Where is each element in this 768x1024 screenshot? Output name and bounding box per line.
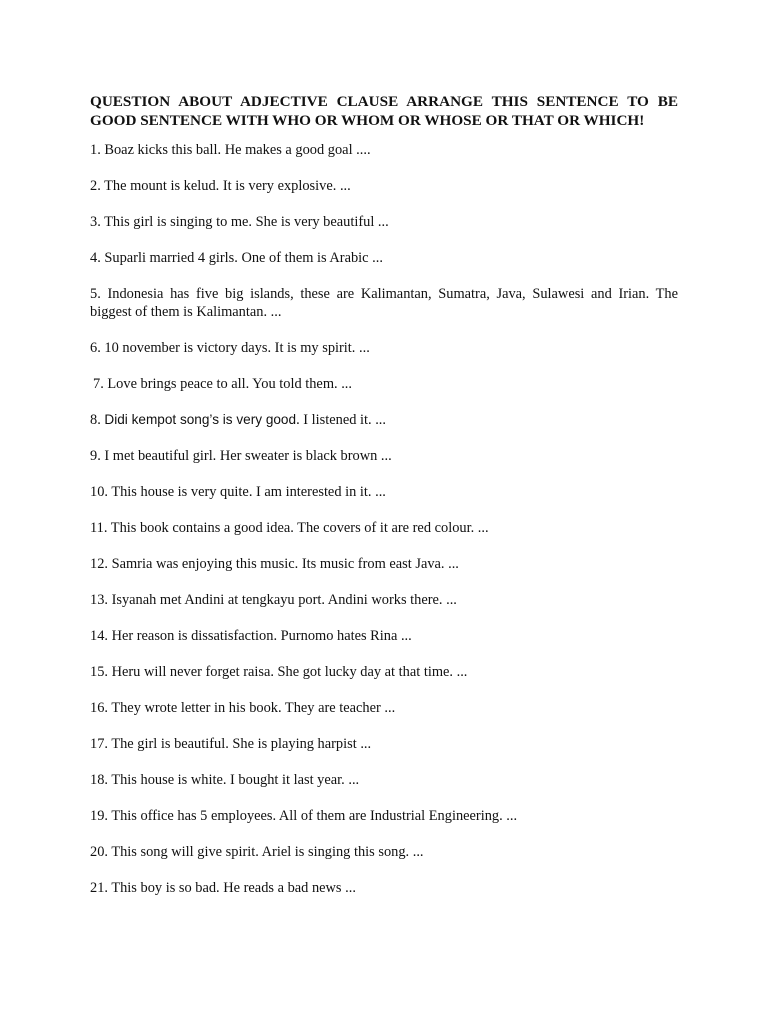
question-item-15: 15. Heru will never forget raisa. She got lucky day at that time. ... [90,664,468,680]
question-item-21: 21. This boy is so bad. He reads a bad news ... [90,880,356,896]
question-item-5-line-1: 5. Indonesia has five big islands, these are Kalimantan, Sumatra, Java, Sulawesi and Irian. The [90,286,678,302]
question-item-6: 6. 10 november is victory days. It is my spirit. ... [90,340,370,356]
question-item-20: 20. This song will give spirit. Ariel is singing this song. ... [90,844,424,860]
question-item-3: 3. This girl is singing to me. She is very beautiful ... [90,214,389,230]
question-item-8-rest: . I listened it. ... [296,412,386,428]
document-page [90,92,678,915]
title-line-2: GOOD SENTENCE WITH WHO OR WHOM OR WHOSE OR THAT OR WHICH! [90,112,645,129]
question-item-7: 7. Love brings peace to all. You told them. ... [93,376,352,392]
question-item-10: 10. This house is very quite. I am interested in it. ... [90,484,386,500]
question-list [90,141,678,897]
question-item-1: 1. Boaz kicks this ball. He makes a good goal .... [90,142,371,158]
question-item-17: 17. The girl is beautiful. She is playing harpist ... [90,736,372,752]
document-title [90,92,678,130]
question-item-8 [90,411,678,429]
title-line-1: QUESTION ABOUT ADJECTIVE CLAUSE ARRANGE THIS SENTENCE TO BE [90,93,678,110]
question-item-16: 16. They wrote letter in his book. They are teacher ... [90,700,396,716]
question-item-2: 2. The mount is kelud. It is very explosive. ... [90,178,351,194]
question-item-18: 18. This house is white. I bought it last year. ... [90,772,360,788]
question-item-14: 14. Her reason is dissatisfaction. Purnomo hates Rina ... [90,628,412,644]
question-item-11: 11. This book contains a good idea. The covers of it are red colour. ... [90,520,489,536]
question-item-5 [90,285,678,321]
question-item-12: 12. Samria was enjoying this music. Its music from east Java. ... [90,556,459,572]
question-item-9: 9. I met beautiful girl. Her sweater is black brown ... [90,448,392,464]
question-item-19: 19. This office has 5 employees. All of them are Industrial Engineering. ... [90,808,518,824]
question-item-5-line-2: biggest of them is Kalimantan. ... [90,304,282,320]
question-item-13: 13. Isyanah met Andini at tengkayu port. Andini works there. ... [90,592,457,608]
question-item-4: 4. Suparli married 4 girls. One of them is Arabic ... [90,250,383,266]
question-item-8-song: Didi kempot song’s is very good [104,412,297,427]
question-item-8-number: 8. [90,412,105,428]
